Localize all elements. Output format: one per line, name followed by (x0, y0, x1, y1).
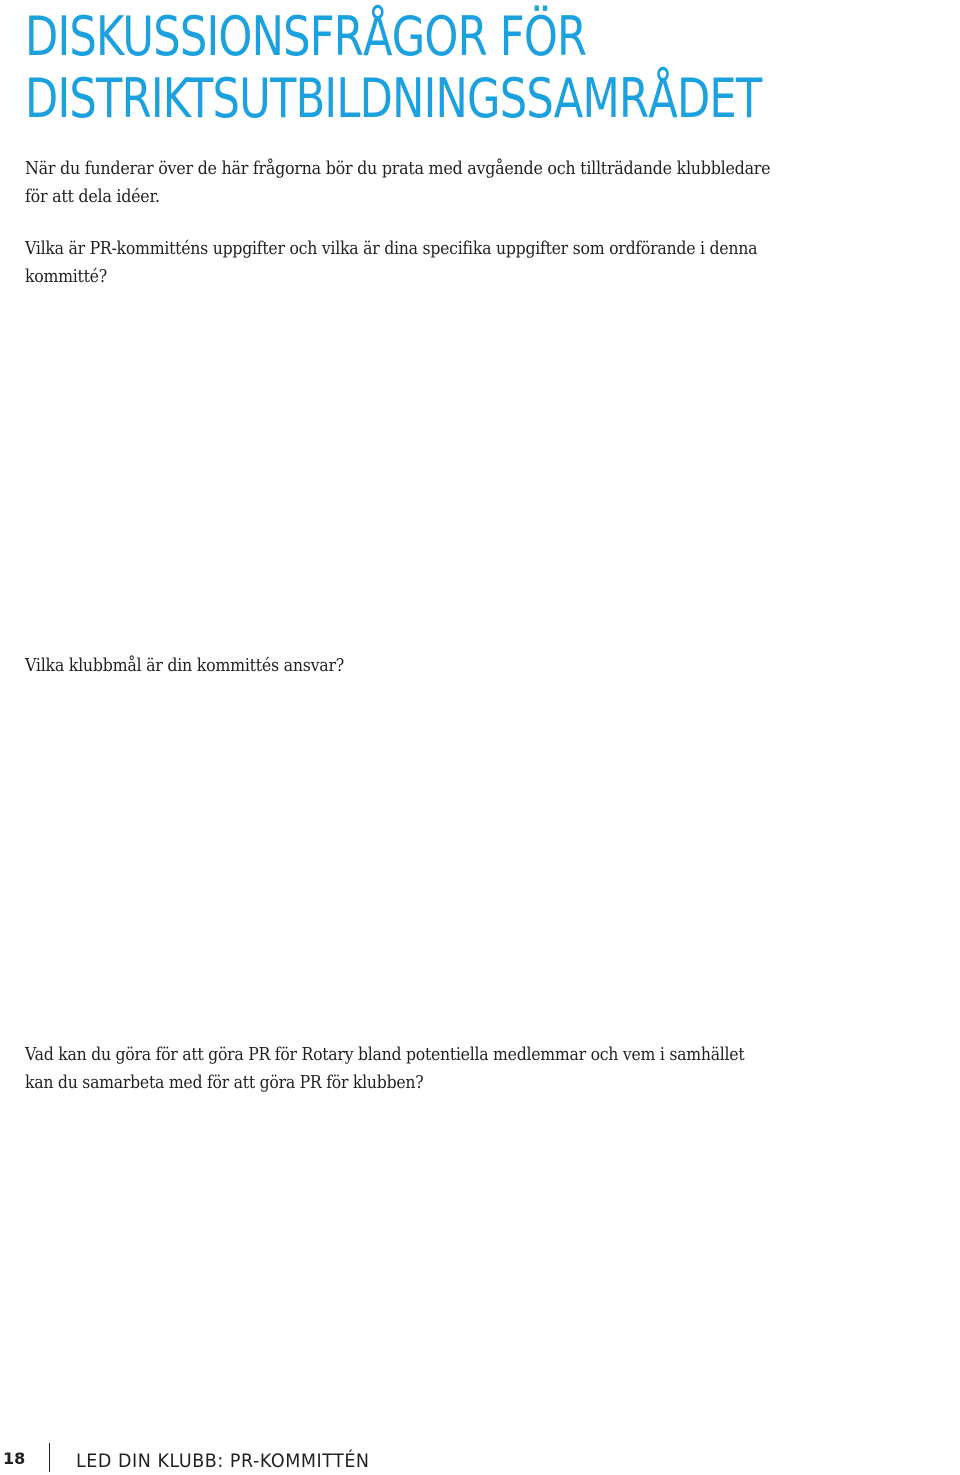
question-2 (25, 652, 344, 680)
intro-line-1: När du funderar över de här frågorna bör du prata med avgående och tillträdande klubbledare (25, 158, 771, 179)
question-3 (25, 1041, 744, 1097)
intro-paragraph (25, 155, 770, 211)
question-2-line-1: Vilka klubbmål är din kommittés ansvar? (25, 655, 345, 676)
question-1-line-1: Vilka är PR-kommitténs uppgifter och vilka är dina specifika uppgifter som ordförande i denna (25, 238, 758, 259)
page-title-line-2: DISTRIKTSUTBILDNINGSSAMRÅDET (25, 67, 762, 130)
question-1-line-2: kommitté? (25, 266, 107, 287)
question-1 (25, 235, 757, 291)
footer-divider (49, 1443, 50, 1472)
page-number: 18 (3, 1449, 26, 1468)
page-title (25, 6, 762, 130)
question-3-line-2: kan du samarbeta med för att göra PR för klubben? (25, 1072, 424, 1093)
page-title-line-1: DISKUSSIONSFRÅGOR FÖR (25, 5, 587, 68)
footer-title: LED DIN KLUBB: PR-KOMMITTÉN (76, 1450, 370, 1472)
intro-line-2: för att dela idéer. (25, 186, 160, 207)
question-3-line-1: Vad kan du göra för att göra PR för Rotary bland potentiella medlemmar och vem i samhället (25, 1044, 745, 1065)
page-footer (0, 1440, 960, 1475)
